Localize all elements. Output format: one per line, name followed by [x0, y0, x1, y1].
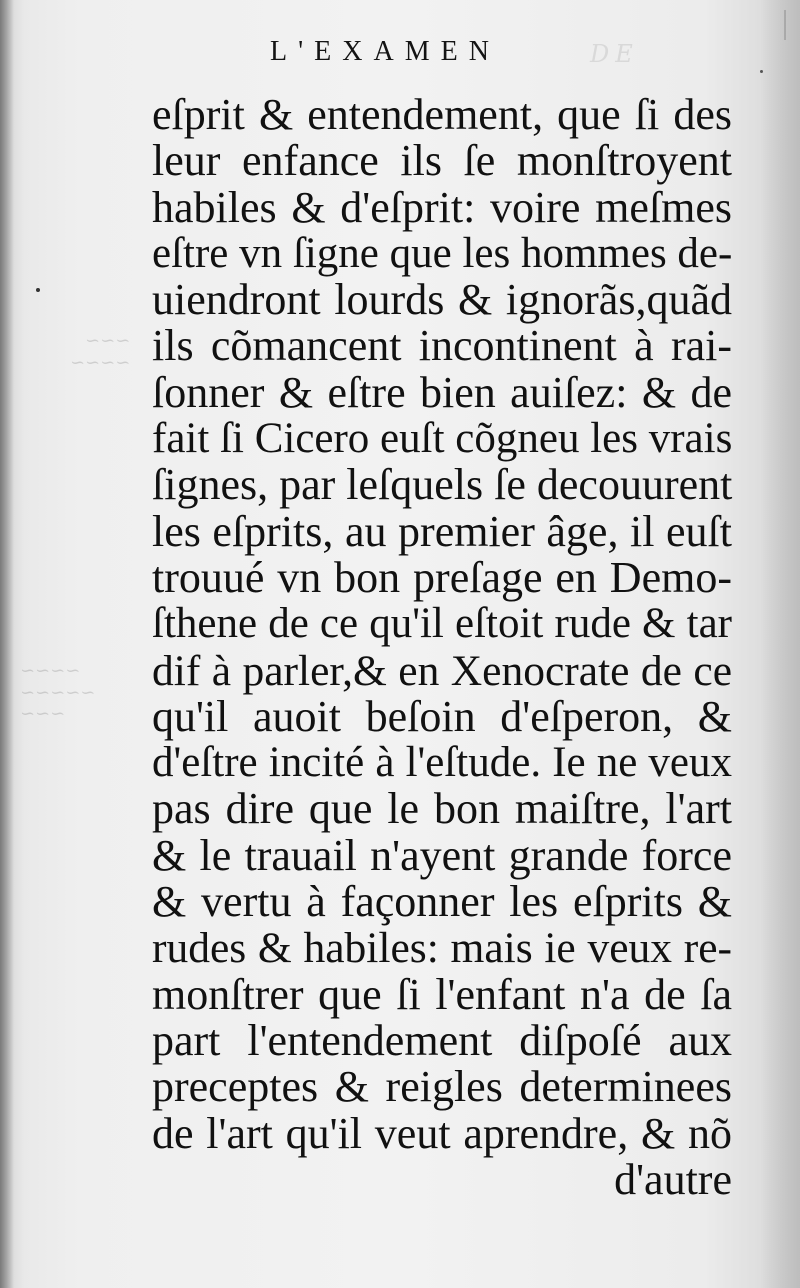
bleed-through-margin-note: ~~~ ~~~~ — [70, 330, 131, 373]
text-line: & le trauail n'ayent grande force — [152, 830, 732, 880]
text-line: ſonner & eſtre bien auiſez: & de — [152, 367, 732, 417]
ink-speck — [36, 288, 40, 292]
text-line: trouué vn bon preſage en Demo- — [152, 552, 732, 602]
text-line: & vertu à façonner les eſprits & — [152, 877, 732, 927]
ink-speck — [760, 70, 763, 73]
text-line: ſthene de ce qu'il eſtoit rude & tar — [152, 600, 732, 648]
bleed-through-head: DE — [590, 40, 639, 68]
text-line: preceptes & reigles determinees — [152, 1062, 732, 1112]
text-line: monſtrer que ſi l'enfant n'a de ſa — [152, 969, 732, 1019]
bleed-through-margin-note: ~~~~ ~~~~~ ~~~ — [20, 660, 96, 725]
catchword: d'autre — [614, 1154, 732, 1204]
text-line: pas dire que le bon maiſtre, l'art — [152, 784, 732, 834]
page-edge — [760, 0, 800, 1288]
running-head: L'EXAMEN — [270, 36, 500, 67]
text-line: de l'art qu'il veut aprendre, & nõ — [152, 1108, 732, 1158]
body-text — [152, 92, 742, 1203]
text-line: les eſprits, au premier âge, il euſt — [152, 506, 732, 556]
text-line: ils cõmancent incontinent à rai- — [152, 321, 732, 371]
gutter-shadow — [0, 0, 14, 1288]
text-line: leur enfance ils ſe monſtroyent — [152, 136, 732, 186]
text-line: part l'entendement diſpoſé aux — [152, 1015, 732, 1065]
text-line: eſprit & entendement, que ſi des — [152, 90, 732, 139]
text-line: qu'il auoit beſoin d'eſperon, & — [152, 691, 732, 741]
text-line: fait ſi Cicero euſt cõgneu les vrais — [152, 415, 733, 463]
text-line: eſtre vn ſigne que les hommes de- — [152, 229, 733, 277]
text-line: uiendront lourds & ignorãs,quãd — [152, 275, 732, 325]
text-line: habiles & d'eſprit: voire meſmes — [152, 182, 732, 232]
page-edge-mark — [784, 10, 800, 40]
text-line: rudes & habiles: mais ie veux re- — [152, 924, 732, 973]
text-line: dif à parler,& en Xenocrate de ce — [152, 646, 732, 695]
text-line: d'eſtre incité à l'eſtude. Ie ne veux — [152, 739, 732, 787]
text-line: ſignes, par leſquels ſe decouurent — [152, 460, 733, 510]
